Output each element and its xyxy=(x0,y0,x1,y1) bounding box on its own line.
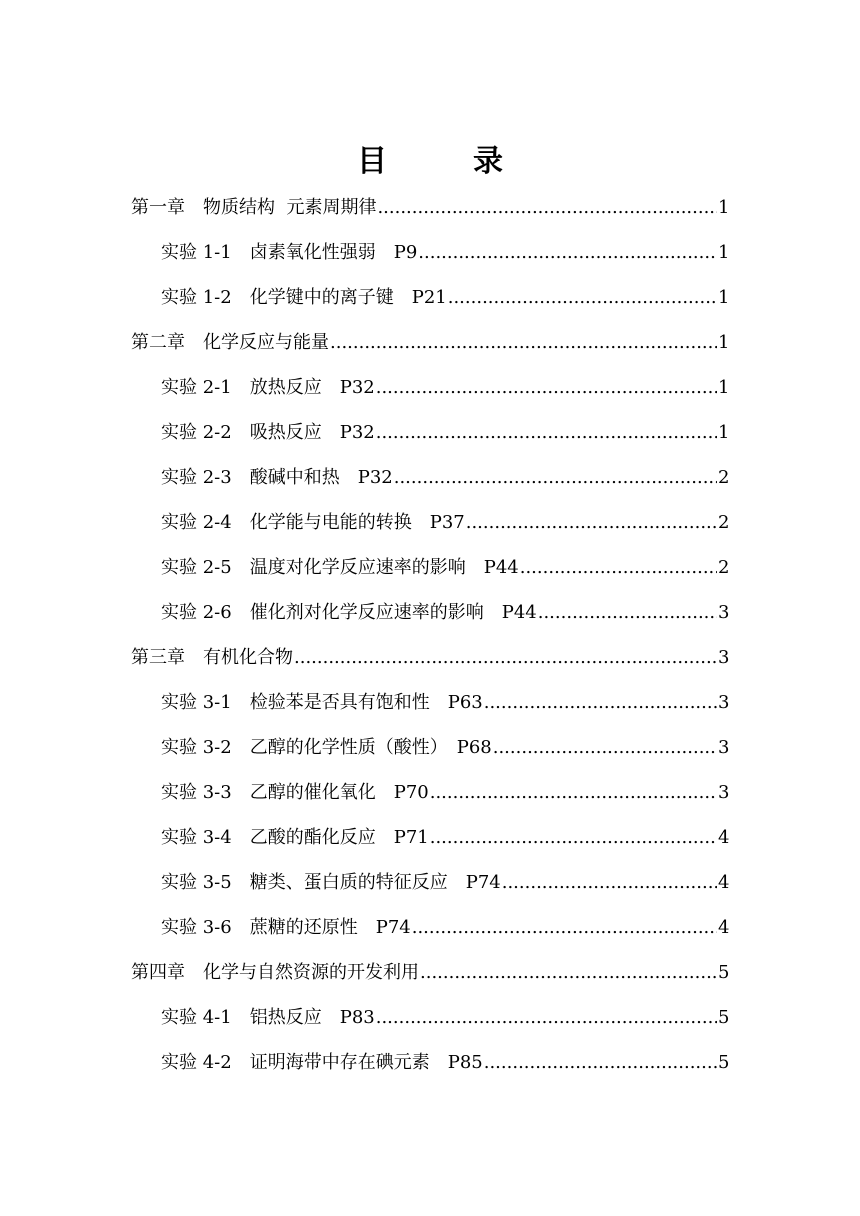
dot-leader xyxy=(377,197,717,219)
dot-leader xyxy=(420,962,717,984)
toc-experiment-entry[interactable] xyxy=(0,683,860,728)
toc-page-number: 1 xyxy=(718,287,730,308)
toc-experiment-entry[interactable] xyxy=(0,548,860,593)
toc-experiment-entry[interactable] xyxy=(0,413,860,458)
toc-entry-label: 实验 3-5 糖类、蛋白质的特征反应 P74 xyxy=(161,872,501,893)
toc-page-number: 1 xyxy=(718,422,730,443)
toc-experiment-entry[interactable] xyxy=(0,908,860,953)
toc-entry-label: 实验 2-6 催化剂对化学反应速率的影响 P44 xyxy=(161,602,537,623)
toc-experiment-entry[interactable] xyxy=(0,593,860,638)
toc-page-number: 5 xyxy=(718,1007,730,1028)
toc-entry-label: 实验 3-2 乙醇的化学性质（酸性） P68 xyxy=(161,737,492,758)
toc-experiment-entry[interactable] xyxy=(0,998,860,1043)
dot-leader xyxy=(484,1052,717,1074)
toc-entry-label: 实验 2-4 化学能与电能的转换 P37 xyxy=(161,512,465,533)
toc-page-number: 5 xyxy=(718,962,730,983)
dot-leader xyxy=(412,917,717,939)
toc-page-number: 2 xyxy=(718,467,730,488)
dot-leader xyxy=(430,782,717,804)
toc-entry-label: 实验 2-1 放热反应 P32 xyxy=(161,377,375,398)
toc-entry-label: 第三章 有机化合物 xyxy=(131,647,293,668)
toc-page-number: 3 xyxy=(718,647,730,668)
toc-page-number: 5 xyxy=(718,1052,730,1073)
toc-chapter-entry[interactable] xyxy=(0,188,860,233)
dot-leader xyxy=(466,512,717,534)
dot-leader xyxy=(394,467,717,489)
toc-entry-label: 第四章 化学与自然资源的开发利用 xyxy=(131,962,419,983)
toc-entry-label: 实验 1-1 卤素氧化性强弱 P9 xyxy=(161,242,418,263)
dot-leader xyxy=(294,647,717,669)
toc-experiment-entry[interactable] xyxy=(0,773,860,818)
dot-leader xyxy=(448,287,717,309)
toc-entry-label: 实验 2-5 温度对化学反应速率的影响 P44 xyxy=(161,557,519,578)
toc-experiment-entry[interactable] xyxy=(0,728,860,773)
toc-page-number: 3 xyxy=(718,692,730,713)
dot-leader xyxy=(418,242,717,264)
toc-page-number: 4 xyxy=(718,872,730,893)
toc-experiment-entry[interactable] xyxy=(0,458,860,503)
dot-leader xyxy=(484,692,717,714)
toc-page-number: 1 xyxy=(718,377,730,398)
toc-chapter-entry[interactable] xyxy=(0,323,860,368)
toc-entry-label: 实验 3-6 蔗糖的还原性 P74 xyxy=(161,917,411,938)
dot-leader xyxy=(493,737,717,759)
toc-entry-label: 实验 2-2 吸热反应 P32 xyxy=(161,422,375,443)
toc-title: 目 录 xyxy=(357,144,531,179)
toc-entry-label: 实验 2-3 酸碱中和热 P32 xyxy=(161,467,393,488)
toc-page-number: 2 xyxy=(718,512,730,533)
toc-entry-label: 实验 3-3 乙醇的催化氧化 P70 xyxy=(161,782,429,803)
dot-leader xyxy=(376,422,717,444)
toc-entry-label: 实验 4-2 证明海带中存在碘元素 P85 xyxy=(161,1052,483,1073)
toc-experiment-entry[interactable] xyxy=(0,1043,860,1088)
dot-leader xyxy=(520,557,717,579)
toc-page-number: 3 xyxy=(718,602,730,623)
toc-entry-label: 第二章 化学反应与能量 xyxy=(131,332,329,353)
toc-experiment-entry[interactable] xyxy=(0,278,860,323)
dot-leader xyxy=(430,827,717,849)
toc-page-number: 3 xyxy=(718,737,730,758)
toc-entry-label: 实验 4-1 铝热反应 P83 xyxy=(161,1007,375,1028)
table-of-contents xyxy=(0,188,860,1088)
toc-experiment-entry[interactable] xyxy=(0,368,860,413)
toc-entry-label: 第一章 物质结构 元素周期律 xyxy=(131,197,377,218)
dot-leader xyxy=(330,332,717,354)
toc-experiment-entry[interactable] xyxy=(0,233,860,278)
toc-chapter-entry[interactable] xyxy=(0,638,860,683)
toc-page-number: 1 xyxy=(718,197,730,218)
toc-experiment-entry[interactable] xyxy=(0,818,860,863)
dot-leader xyxy=(538,602,717,624)
toc-experiment-entry[interactable] xyxy=(0,863,860,908)
toc-experiment-entry[interactable] xyxy=(0,503,860,548)
toc-page-number: 2 xyxy=(718,557,730,578)
toc-page-number: 1 xyxy=(718,332,730,353)
toc-page-number: 1 xyxy=(718,242,730,263)
dot-leader xyxy=(376,1007,717,1029)
toc-page-number: 4 xyxy=(718,827,730,848)
toc-entry-label: 实验 3-4 乙酸的酯化反应 P71 xyxy=(161,827,429,848)
dot-leader xyxy=(502,872,717,894)
toc-page-number: 3 xyxy=(718,782,730,803)
toc-chapter-entry[interactable] xyxy=(0,953,860,998)
toc-entry-label: 实验 1-2 化学键中的离子键 P21 xyxy=(161,287,447,308)
dot-leader xyxy=(376,377,717,399)
toc-entry-label: 实验 3-1 检验苯是否具有饱和性 P63 xyxy=(161,692,483,713)
toc-page-number: 4 xyxy=(718,917,730,938)
